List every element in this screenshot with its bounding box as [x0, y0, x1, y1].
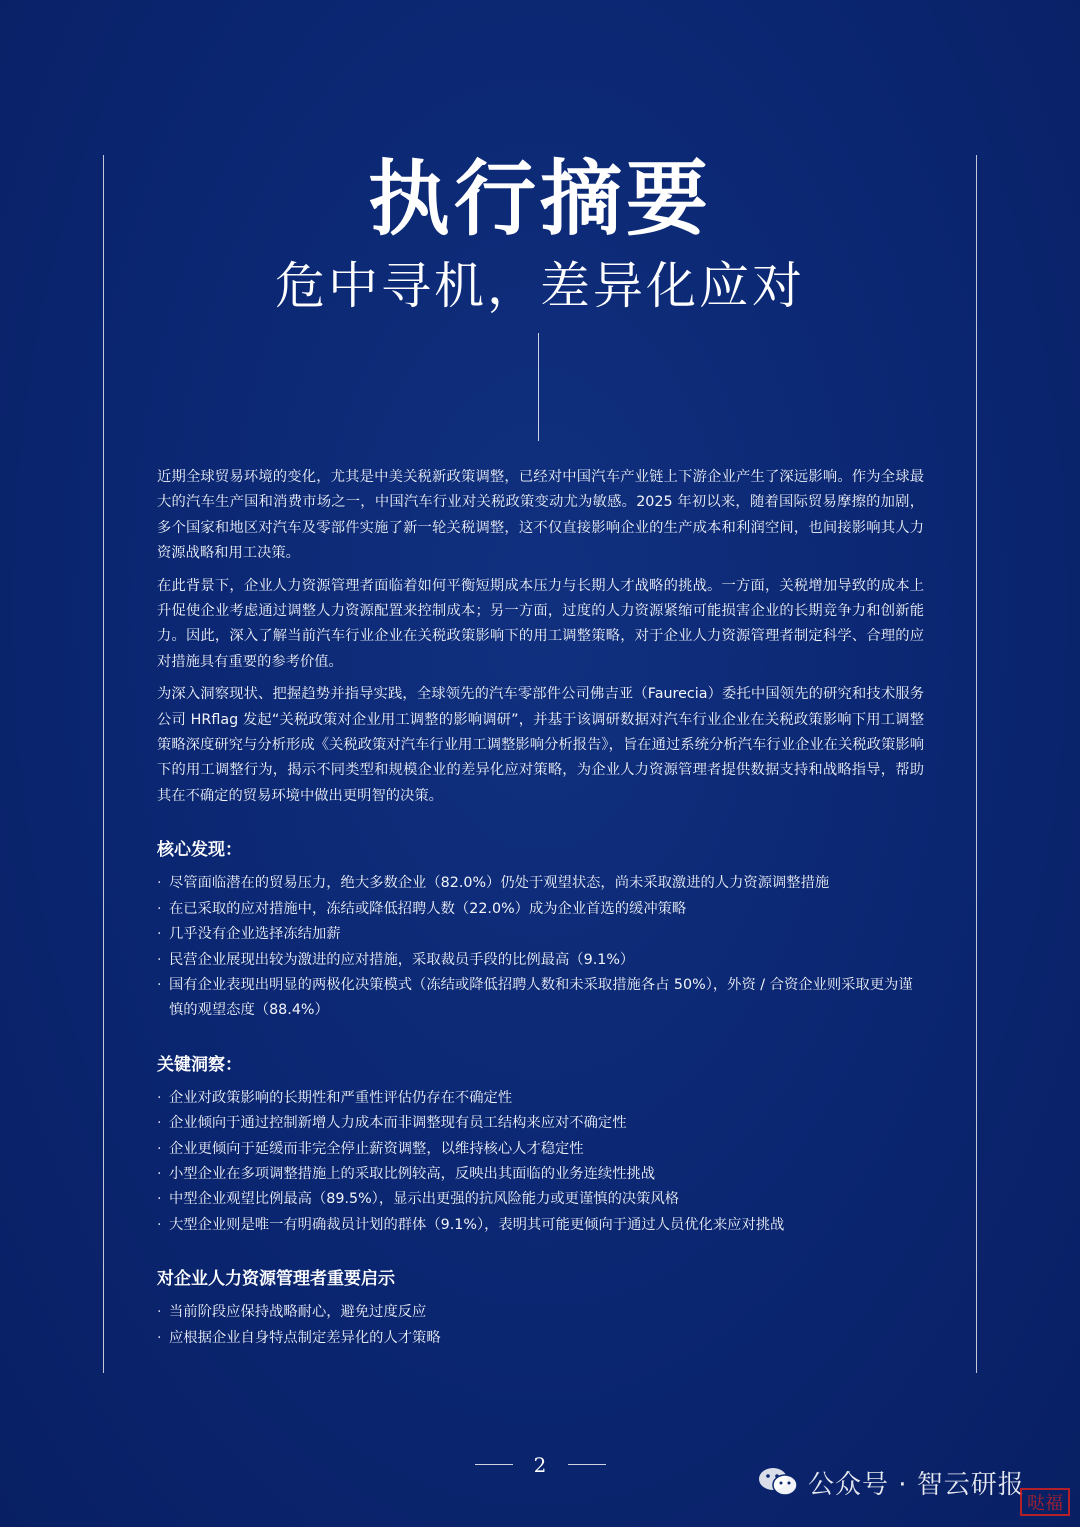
page-subtitle: 危中寻机，差异化应对 — [275, 257, 805, 315]
list-item: · 企业更倾向于延缓而非完全停止薪资调整，以维持核心人才稳定性 — [157, 1137, 924, 1162]
section-hr-implications — [157, 1266, 924, 1351]
wechat-watermark — [758, 1462, 1025, 1502]
bullet-marker: · — [157, 951, 162, 968]
list-item: · 在已采取的应对措施中，冻结或降低招聘人数（22.0%）成为企业首选的缓冲策略 — [157, 897, 924, 922]
bullet-marker: · — [157, 1140, 162, 1157]
bullet-list — [157, 871, 924, 1023]
footer-rule-left — [475, 1464, 513, 1465]
bullet-marker: · — [157, 1329, 162, 1346]
list-item: · 当前阶段应保持战略耐心，避免过度反应 — [157, 1300, 924, 1325]
left-frame-line — [103, 155, 104, 1373]
bullet-marker: · — [157, 900, 162, 917]
list-item: · 应根据企业自身特点制定差异化的人才策略 — [157, 1326, 924, 1351]
bullet-marker: · — [157, 976, 162, 993]
list-item: · 小型企业在多项调整措施上的采取比例较高，反映出其面临的业务连续性挑战 — [157, 1162, 924, 1187]
bullet-marker: · — [157, 1304, 162, 1321]
list-item: · 国有企业表现出明显的两极化决策模式（冻结或降低招聘人数和未采取措施各占 50%），外资 / 合资企业则采取更为谨慎的观望态度（88.4%） — [157, 973, 924, 1024]
bullet-marker: · — [157, 1115, 162, 1132]
list-item: · 中型企业观望比例最高（89.5%），显示出更强的抗风险能力或更谨慎的决策风格 — [157, 1187, 924, 1212]
watermark-text: 公众号 · 智云研报 — [808, 1469, 1025, 1500]
list-item: · 企业倾向于通过控制新增人力成本而非调整现有员工结构来应对不确定性 — [157, 1111, 924, 1136]
page-number: 2 — [533, 1453, 547, 1477]
page-title: 执行摘要 — [367, 152, 712, 247]
red-seal-stamp: 哒福 — [1020, 1488, 1070, 1516]
section-core-findings — [157, 837, 924, 1023]
list-item: · 企业对政策影响的长期性和严重性评估仍存在不确定性 — [157, 1086, 924, 1111]
section-heading: 关键洞察： — [157, 1054, 242, 1075]
bullet-marker: · — [157, 1191, 162, 1208]
footer-rule-right — [568, 1464, 606, 1465]
section-key-insights — [157, 1052, 924, 1238]
bullet-marker: · — [157, 1089, 162, 1106]
bullet-marker: · — [157, 926, 162, 943]
section-heading: 对企业人力资源管理者重要启示 — [157, 1269, 395, 1290]
list-item: · 民营企业展现出较为激进的应对措施，采取裁员手段的比例最高（9.1%） — [157, 948, 924, 973]
list-item: · 尽管面临潜在的贸易压力，绝大多数企业（82.0%）仍处于观望状态，尚未采取激进的人力资源调整措施 — [157, 871, 924, 896]
intro-paragraph-2: 在此背景下，企业人力资源管理者面临着如何平衡短期成本压力与长期人才战略的挑战。一方面，关税增加导致的成本上升促使企业考虑通过调整人力资源配置来控制成本；另一方面，过度的人力资源紧缩可能损害企业的长期竞争力和创新能力。因此，深入了解当前汽车行业企业在关税政策影响下的用工调整策略，对于企业人力资源管理者制定科学、合理的应对措施具有重要的参考价值。 — [157, 577, 924, 670]
bullet-list — [157, 1300, 924, 1351]
intro-paragraph-1: 近期全球贸易环境的变化，尤其是中美关税新政策调整，已经对中国汽车产业链上下游企业产生了深远影响。作为全球最大的汽车生产国和消费市场之一，中国汽车行业对关税政策变动尤为敏感。2025 年初以来，随着国际贸易摩擦的加剧，多个国家和地区对汽车及零部件实施了新一轮关税调整，这不仅直接影响企业的生产成本和利润空间，也间接影响其人力资源战略和用工决策。 — [157, 469, 924, 562]
bullet-marker: · — [157, 875, 162, 892]
content-body — [157, 465, 924, 1351]
bullet-list — [157, 1086, 924, 1238]
center-divider — [538, 333, 539, 441]
bullet-marker: · — [157, 1165, 162, 1182]
wechat-icon — [758, 1466, 800, 1498]
intro-paragraph-3: 为深入洞察现状、把握趋势并指导实践，全球领先的汽车零部件公司佛吉亚（Faurecia）委托中国领先的研究和技术服务公司 HRflag 发起“关税政策对企业用工调整的影响调研”，并基于该调研数据对汽车行业企业在关税政策影响下用工调整策略深度研究与分析形成《关税政策对汽车行业用工调整影响分析报告》，旨在通过系统分析汽车行业企业在关税政策影响下的用工调整行为，揭示不同类型和规模企业的差异化应对策略，为企业人力资源管理者提供数据支持和战略指导，帮助其在不确定的贸易环境中做出更明智的决策。 — [157, 686, 924, 804]
list-item: · 几乎没有企业选择冻结加薪 — [157, 922, 924, 947]
list-item: · 大型企业则是唯一有明确裁员计划的群体（9.1%），表明其可能更倾向于通过人员优化来应对挑战 — [157, 1213, 924, 1238]
right-frame-line — [976, 155, 977, 1373]
section-heading: 核心发现： — [157, 840, 242, 861]
bullet-marker: · — [157, 1216, 162, 1233]
